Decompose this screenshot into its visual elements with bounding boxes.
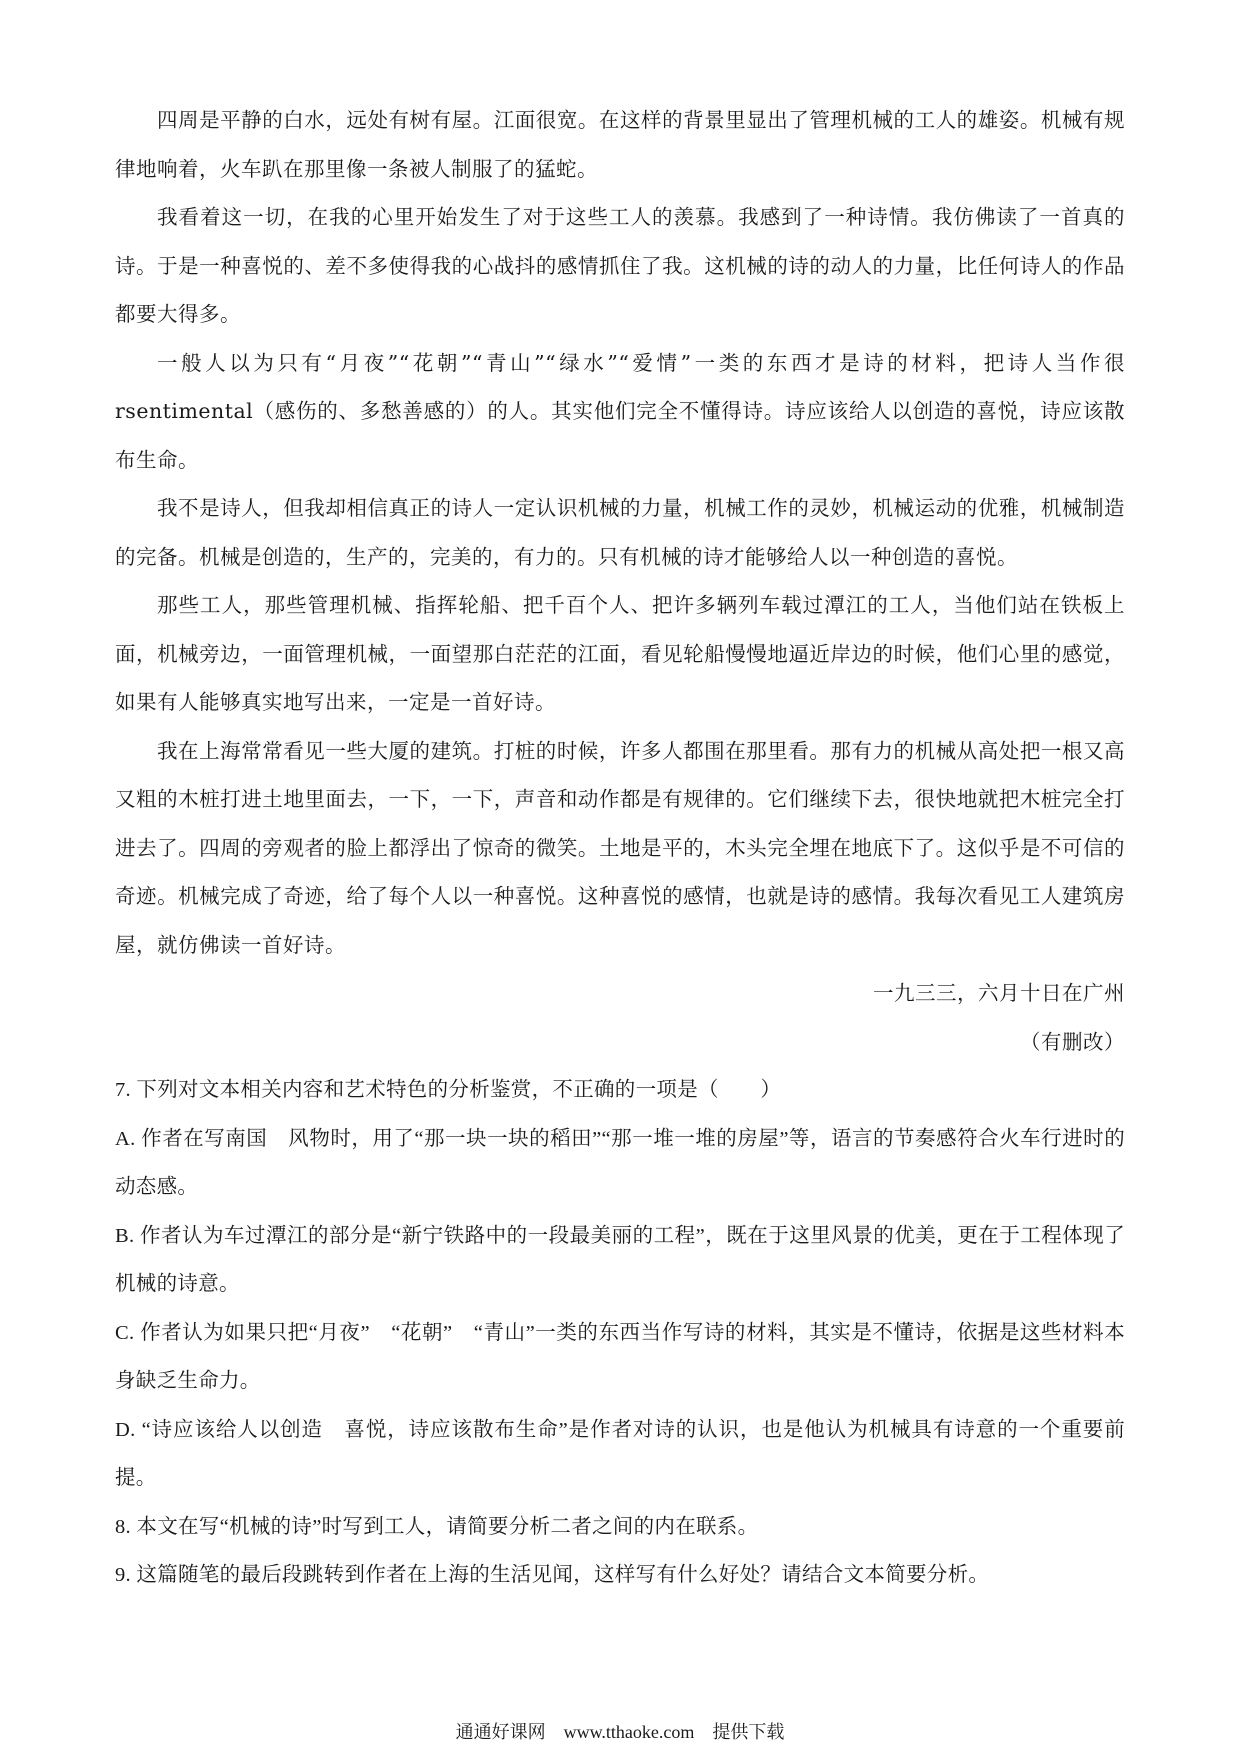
date-line: 一九三三，六月十日在广州 [873,981,1125,1005]
option-a: A. 作者在写南国 风物时，用了“那一块一块的稻田”“那一堆一堆的房屋”等，语言的节奏感符合火车行进时的动态感。 [115,1127,1125,1198]
question-7: 7. 下列对文本相关内容和艺术特色的分析鉴赏，不正确的一项是（ ） [115,1079,782,1101]
option-c: C. 作者认为如果只把“月夜” “花朝” “青山”一类的东西当作写诗的材料，其实是不懂诗，依据是这些材料本身缺乏生命力。 [115,1321,1125,1392]
document-body [115,96,1125,1600]
passage-paragraph-4: 我不是诗人，但我却相信真正的诗人一定认识机械的力量，机械工作的灵妙，机械运动的优雅，机械制造的完备。机械是创造的，生产的，完美的，有力的。只有机械的诗才能够给人以一种创造的喜悦。 [115,496,1125,569]
footer-credit: 通通好课网 www.tthaoke.com 提供下载 [455,1722,785,1742]
passage-paragraph-2: 我看着这一切，在我的心里开始发生了对于这些工人的羡慕。我感到了一种诗情。我仿佛读了一首真的诗。于是一种喜悦的、差不多使得我的心战抖的感情抓住了我。这机械的诗的动人的力量，比任何诗人的作品都要大得多。 [115,205,1125,326]
passage-paragraph-1: 四周是平静的白水，远处有树有屋。江面很宽。在这样的背景里显出了管理机械的工人的雄姿。机械有规律地响着，火车趴在那里像一条被人制服了的猛蛇。 [115,108,1125,181]
question-9: 9. 这篇随笔的最后段跳转到作者在上海的生活见闻，这样写有什么好处？请结合文本简要分析。 [115,1564,990,1586]
passage-paragraph-6: 我在上海常常看见一些大厦的建筑。打桩的时候，许多人都围在那里看。那有力的机械从高处把一根又高又粗的木桩打进土地里面去，一下，一下，声音和动作都是有规律的。它们继续下去，很快地就把木桩完全打进去了。四周的旁观者的脸上都浮出了惊奇的微笑。土地是平的，木头完全埋在地底下了。这似乎是不可信的奇迹。机械完成了奇迹，给了每个人以一种喜悦。这种喜悦的感情，也就是诗的感情。我每次看见工人建筑房屋，就仿佛读一首好诗。 [115,738,1125,957]
option-b: B. 作者认为车过潭江的部分是“新宁铁路中的一段最美丽的工程”，既在于这里风景的优美，更在于工程体现了机械的诗意。 [115,1224,1125,1295]
option-d: D. “诗应该给人以创造 喜悦，诗应该散布生命”是作者对诗的认识，也是他认为机械具有诗意的一个重要前提。 [115,1418,1125,1489]
passage-paragraph-5: 那些工人，那些管理机械、指挥轮船、把千百个人、把许多辆列车载过潭江的工人，当他们站在铁板上面，机械旁边，一面管理机械，一面望那白茫茫的江面，看见轮船慢慢地逼近岸边的时候，他们心里的感觉，如果有人能够真实地写出来，一定是一首好诗。 [115,593,1125,714]
source-note: （有删改） [1020,1029,1125,1054]
question-8: 8. 本文在写“机械的诗”时写到工人，请简要分析二者之间的内在联系。 [115,1515,759,1538]
passage-paragraph-3: 一般人以为只有“月夜”“花朝”“青山”“绿水”“爱情”一类的东西才是诗的材料，把诗人当作很 rsentimental（感伤的、多愁善感的）的人。其实他们完全不懂得诗。诗应该给人以创造的喜悦，诗应该散布生命。 [115,350,1125,472]
